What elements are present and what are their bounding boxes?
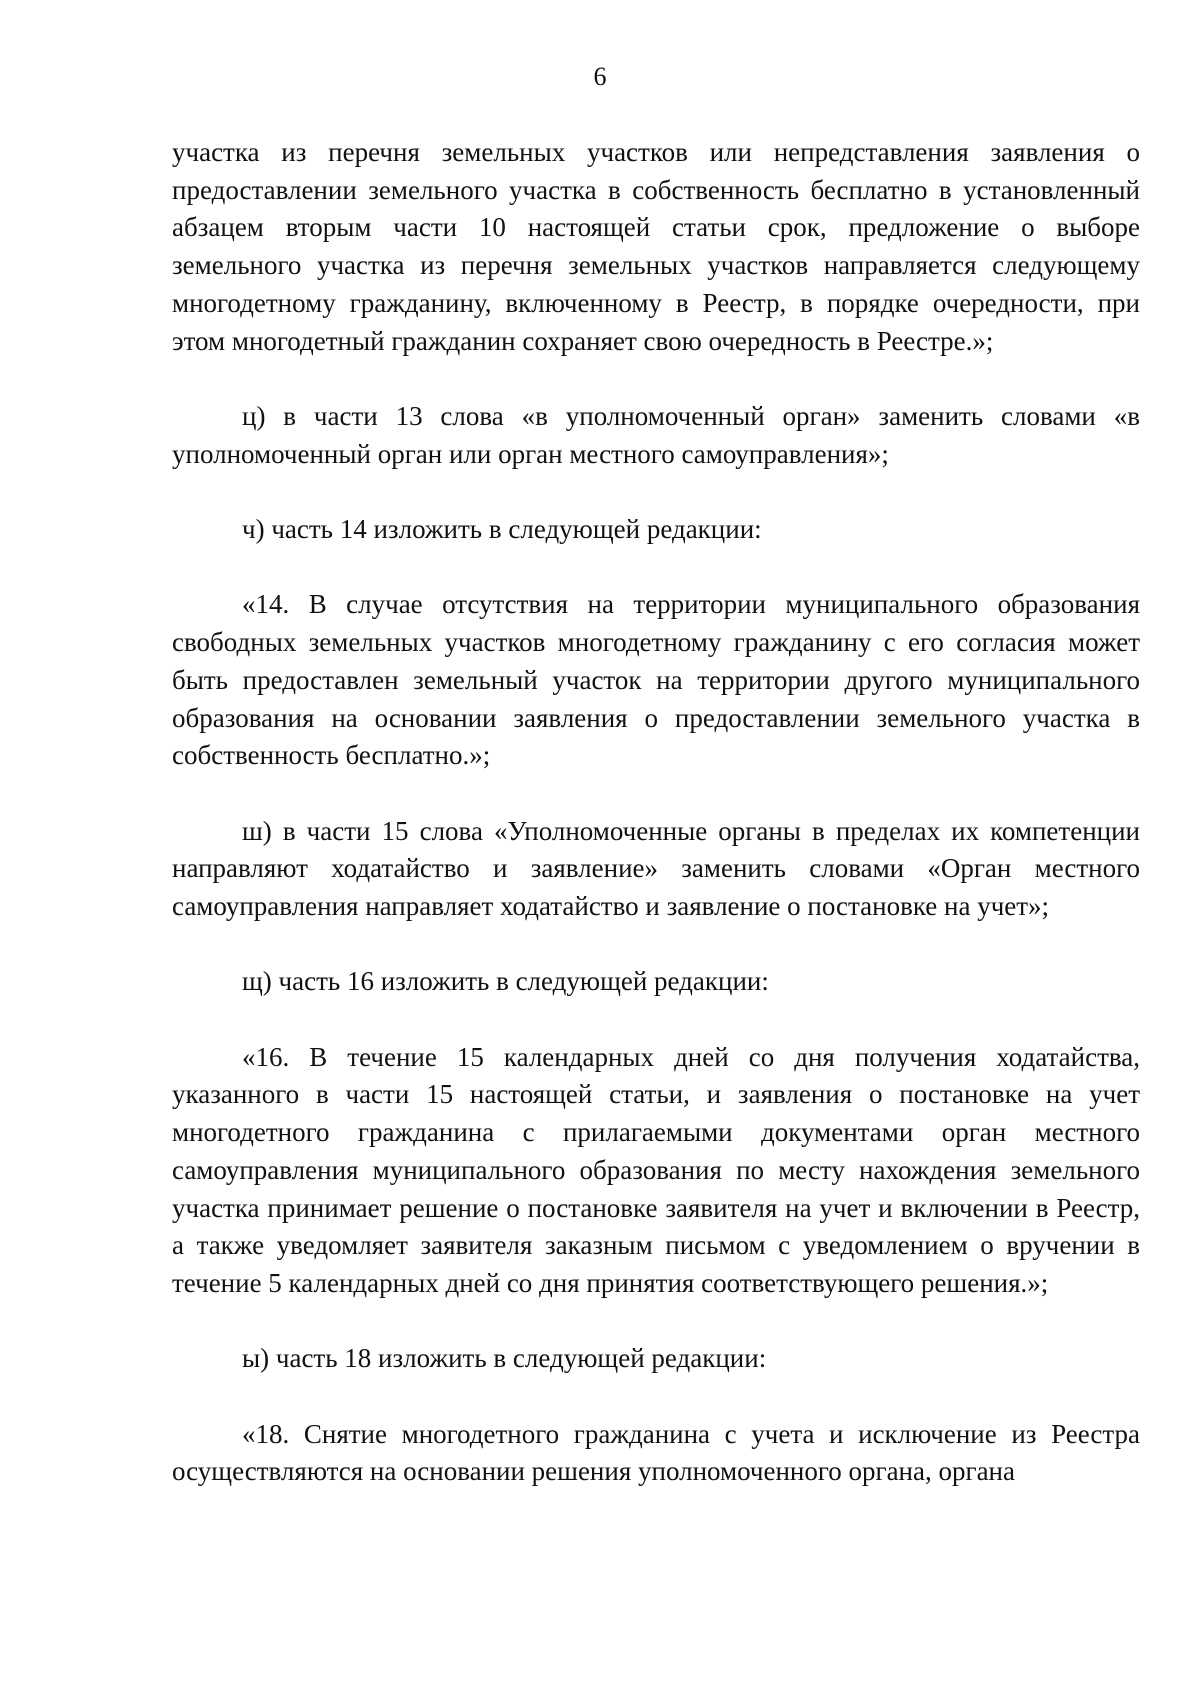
paragraph-item-sh: ш) в части 15 слова «Уполномоченные органы в пределах их компетенции направляют ходатайство и заявление» заменить словами «Орган местного самоуправления направляет ходатайство и заявление о постановке на учет»;: [172, 815, 1140, 921]
paragraph-part-14: «14. В случае отсутствия на территории муниципального образования свободных земельных участков многодетному гражданину с его согласия может быть предоставлен земельный участок на территории другого муниципального образования на основании заявления о предоставлении земельного участка в собственность бесплатно.»;: [172, 589, 1140, 771]
paragraph-part-18: «18. Снятие многодетного гражданина с учета и исключение из Реестра осуществляются на основании решения уполномоченного органа, органа: [172, 1418, 1140, 1487]
paragraph-continuation: участка из перечня земельных участков или непредставления заявления о предоставлении земельного участка в собственность бесплатно в установленный абзацем вторым части 10 настоящей статьи срок, предложение о выборе земельного участка из перечня земельных участков направляется следующему многодетному гражданину, включенному в Реестр, в порядке очередности, при этом многодетный гражданин сохраняет свою очередность в Реестре.»;: [172, 137, 1140, 356]
paragraph-item-shch: щ) часть 16 изложить в следующей редакции:: [242, 966, 769, 997]
page-number: 6: [593, 62, 607, 91]
paragraph-item-y: ы) часть 18 изложить в следующей редакции:: [242, 1343, 767, 1374]
paragraph-item-ch: ч) часть 14 изложить в следующей редакции:: [242, 514, 762, 544]
paragraph-item-ts: ц) в части 13 слова «в уполномоченный орган» заменить словами «в уполномоченный орган или орган местного самоуправления»;: [172, 400, 1140, 469]
paragraph-part-16: «16. В течение 15 календарных дней со дня получения ходатайства, указанного в части 15 настоящей статьи, и заявления о постановке на учет многодетного гражданина с прилагаемыми документами орган местного самоуправления муниципального образования по месту нахождения земельного участка принимает решение о постановке заявителя на учет и включении в Реестр, а также уведомляет заявителя заказным письмом с уведомлением о вручении в течение 5 календарных дней со дня принятия соответствующего решения.»;: [172, 1041, 1140, 1298]
document-body: [172, 134, 1140, 1491]
